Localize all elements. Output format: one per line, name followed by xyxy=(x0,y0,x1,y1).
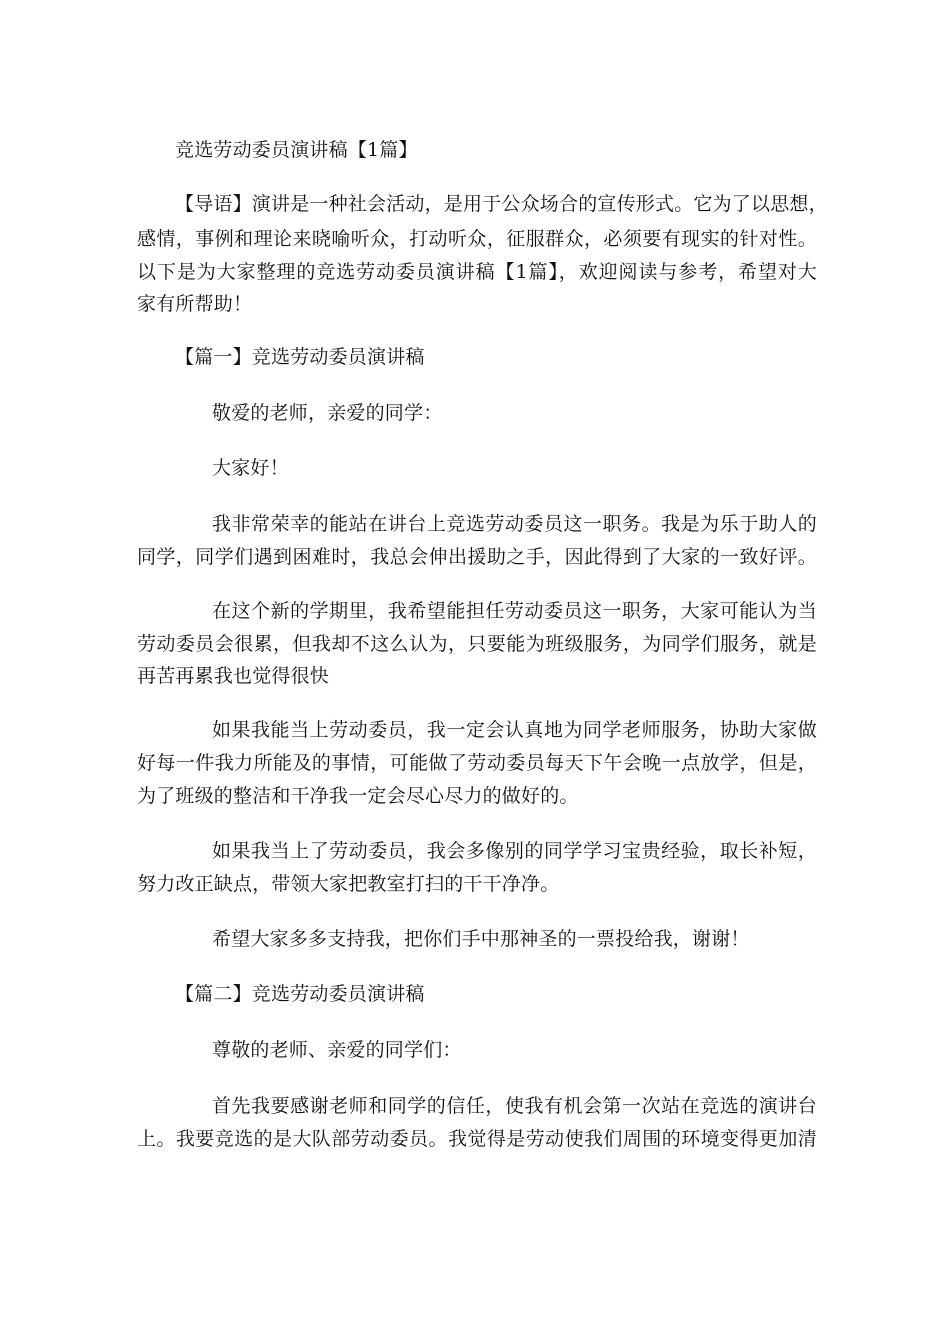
paragraph-line: 在这个新的学期里，我希望能担任劳动委员这一职务，大家可能认为当 xyxy=(212,600,817,622)
paragraph-line: 我非常荣幸的能站在讲台上竞选劳动委员这一职务。我是为乐于助人的 xyxy=(212,513,817,535)
closing-paragraph: 希望大家多多支持我，把你们手中那神圣的一票投给我，谢谢！ xyxy=(212,928,750,950)
paragraph-line: 再苦再累我也觉得很快 xyxy=(137,665,330,687)
paragraph-line: 同学，同学们遇到困难时，我总会伸出援助之手，因此得到了大家的一致好评。 xyxy=(137,546,817,568)
salutation-2: 尊敬的老师、亲爱的同学们： xyxy=(212,1039,462,1061)
section-heading-1: 【篇一】竞选劳动委员演讲稿 xyxy=(175,346,425,368)
paragraph-line: 上。我要竞选的是大队部劳动委员。我觉得是劳动使我们周围的环境变得更加清 xyxy=(137,1128,817,1150)
paragraph-line: 如果我能当上劳动委员，我一定会认真地为同学老师服务，协助大家做 xyxy=(212,719,817,741)
paragraph-line: 努力改正缺点，带领大家把教室打扫的干干净净。 xyxy=(137,873,560,895)
paragraph-line: 劳动委员会很累，但我却不这么认为，只要能为班级服务，为同学们服务，就是 xyxy=(137,633,817,655)
salutation-1: 敬爱的老师，亲爱的同学： xyxy=(212,402,443,424)
intro-line: 【导语】演讲是一种社会活动，是用于公众场合的宣传形式。它为了以思想， xyxy=(175,193,828,215)
intro-line: 感情，事例和理论来晓喻听众，打动听众，征服群众，必须要有现实的针对性。 xyxy=(137,228,817,250)
paragraph-line: 好每一件我力所能及的事情，可能做了劳动委员每天下午会晚一点放学，但是， xyxy=(137,752,817,774)
paragraph-line: 为了班级的整洁和干净我一定会尽心尽力的做好的。 xyxy=(137,785,579,807)
section-heading-2: 【篇二】竞选劳动委员演讲稿 xyxy=(175,983,425,1005)
intro-line: 家有所帮助！ xyxy=(137,293,253,315)
document-title: 竞选劳动委员演讲稿【1篇】 xyxy=(175,139,418,161)
paragraph-line: 首先我要感谢老师和同学的信任，使我有机会第一次站在竞选的演讲台 xyxy=(212,1095,817,1117)
intro-line: 以下是为大家整理的竞选劳动委员演讲稿【1篇】，欢迎阅读与参考，希望对大 xyxy=(137,261,817,283)
paragraph-line: 如果我当上了劳动委员，我会多像别的同学学习宝贵经验，取长补短， xyxy=(212,840,817,862)
greeting: 大家好！ xyxy=(212,457,289,479)
